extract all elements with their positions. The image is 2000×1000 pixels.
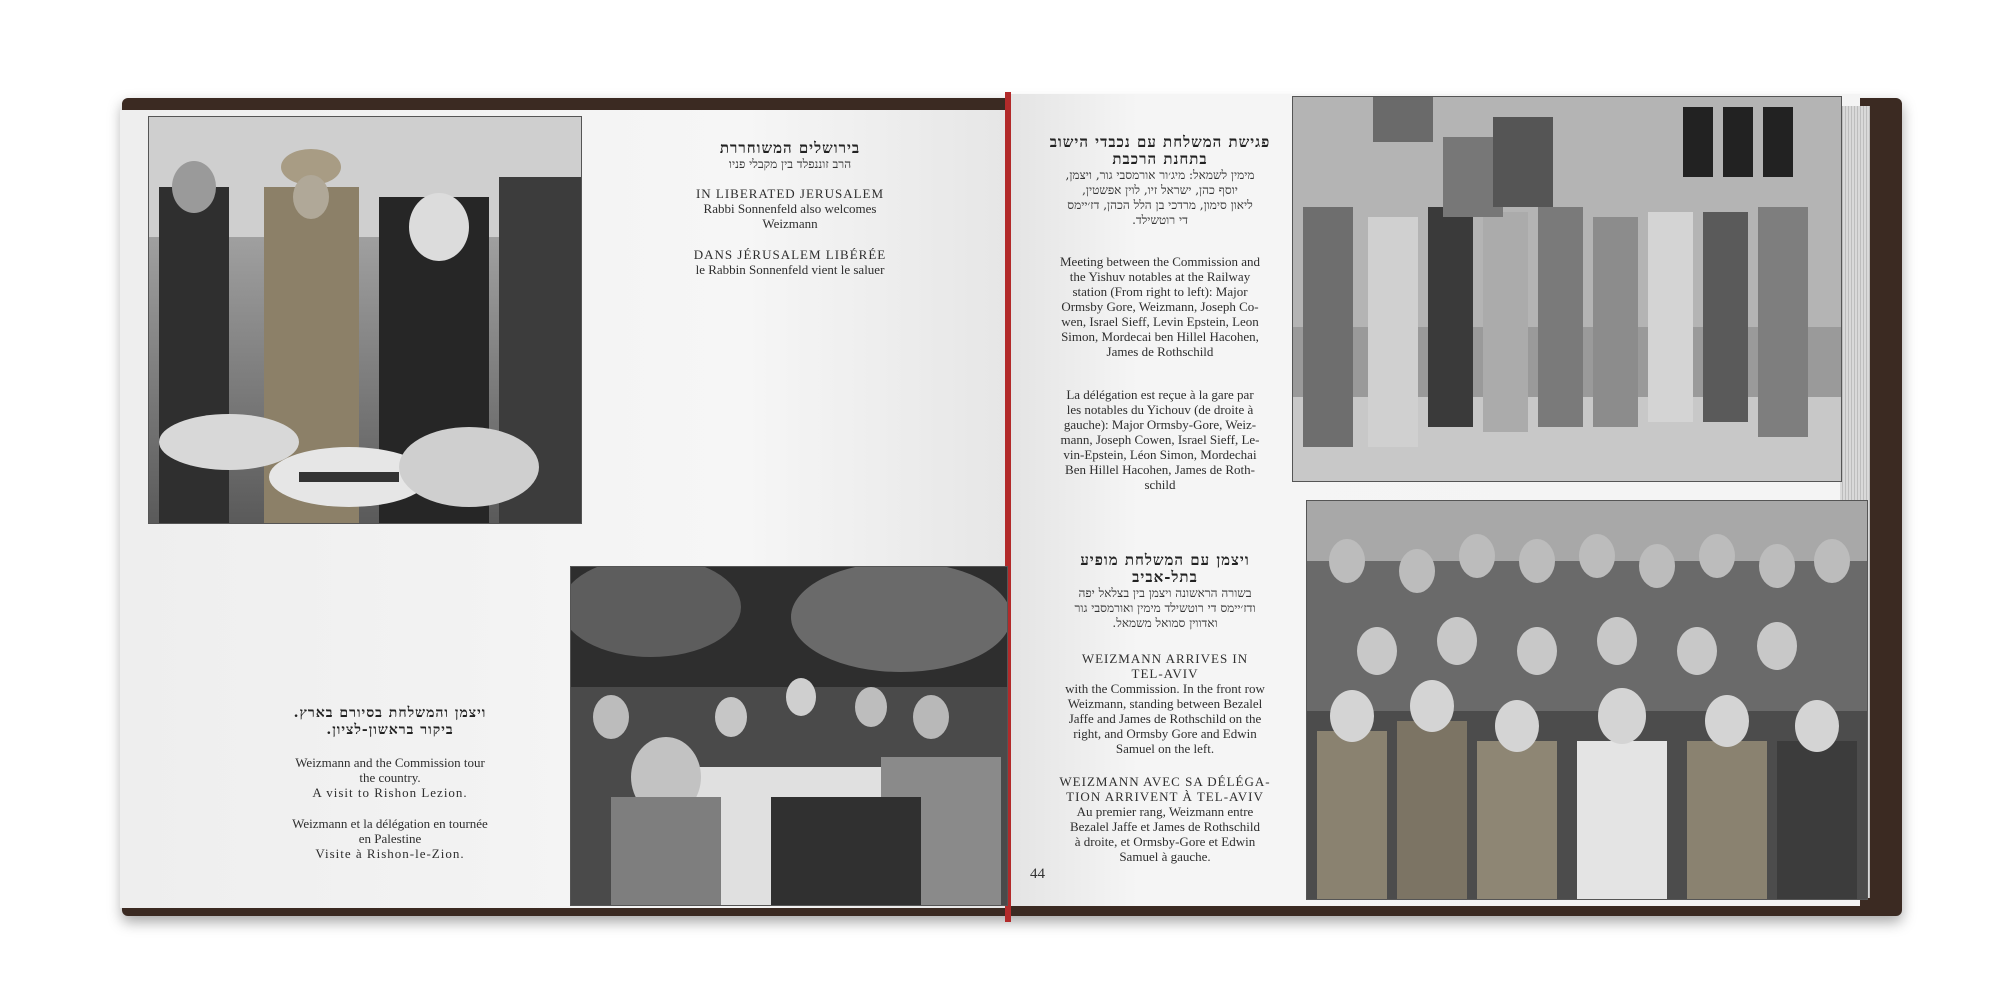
caption-english-line: Weizmann: [762, 216, 818, 231]
caption-english-line: with the Commission. In the front row: [1065, 681, 1265, 696]
caption-hebrew-line: ביקור בראשון-לציון.: [326, 722, 454, 738]
caption-french-line: les notables du Yichouv (de droite à: [1066, 402, 1254, 417]
caption-english-line: James de Rothschild: [1106, 344, 1214, 359]
caption-english-line: Ormsby Gore, Weizmann, Joseph Co-: [1061, 299, 1259, 314]
photo-jerusalem-welcome: [148, 116, 582, 524]
caption-french-line: schild: [1144, 477, 1176, 492]
page-number: 44: [1030, 866, 1045, 882]
caption-french-line: Ben Hillel Hacohen, James de Roth-: [1065, 462, 1255, 477]
caption-english-line: station (From right to left): Major: [1072, 284, 1248, 299]
caption-french-title: TION ARRIVENT À TEL-AVIV: [1066, 789, 1264, 804]
caption-hebrew-line: בשורה הראשונה ויצמן בין בצלאל יפה: [1078, 586, 1252, 600]
caption-hebrew-line: מימין לשמאל: מיג׳ור אורמסבי גור, ויצמן,: [1065, 168, 1255, 182]
caption-english-line: Jaffe and James de Rothschild on the: [1068, 711, 1262, 726]
caption-english-line: Simon, Mordecai ben Hillel Hacohen,: [1061, 329, 1259, 344]
caption-french-line: Weizmann et la délégation en tournée: [292, 816, 488, 831]
caption-french-line: en Palestine: [358, 831, 422, 846]
photo-railway-station: [1292, 96, 1842, 482]
caption-french-line: le Rabbin Sonnenfeld vient le saluer: [695, 262, 885, 277]
caption-french-line: Samuel à gauche.: [1119, 849, 1211, 864]
caption-french-line: Au premier rang, Weizmann entre: [1076, 804, 1254, 819]
caption-tel-aviv: [1040, 552, 1290, 864]
caption-hebrew-line: ודז׳יימס די רוטשילד מימין ואורמסבי גור: [1074, 601, 1256, 615]
caption-english-line: wen, Israel Sieff, Levin Epstein, Leon: [1061, 314, 1259, 329]
caption-hebrew-line: ליאון סימון, מרדכי בן הלל הכהן, דז׳יימס: [1067, 198, 1253, 212]
caption-english-line: Rabbi Sonnenfeld also welcomes: [703, 201, 877, 216]
caption-english-title: WEIZMANN ARRIVES IN: [1081, 651, 1249, 666]
caption-english-line: right, and Ormsby Gore and Edwin: [1073, 726, 1257, 741]
photo-rishon-lezion: [570, 566, 1008, 906]
caption-hebrew-line: יוסף כהן, ישראל זיו, לוין אפשטין,: [1082, 183, 1238, 197]
caption-hebrew-title: בתל-אביב: [1132, 568, 1198, 586]
caption-hebrew-subtitle: הרב זוננפלד בין מקבלי פניו: [728, 157, 852, 171]
caption-hebrew-title: בתחנת הרכבת: [1112, 150, 1208, 168]
caption-hebrew-line: ואדווין סמואל משמאל.: [1112, 616, 1218, 630]
caption-english-line: Weizmann, standing between Bezalel: [1067, 696, 1263, 711]
caption-english-line: A visit to Rishon Lezion.: [312, 785, 468, 800]
caption-french-line: gauche): Major Ormsby-Gore, Weiz-: [1063, 417, 1257, 432]
caption-french-title: DANS JÉRUSALEM LIBÉRÉE: [693, 247, 887, 262]
caption-hebrew-title: פגישת המשלחת עם נכבדי הישוב: [1049, 133, 1271, 151]
caption-french-line: vin-Epstein, Léon Simon, Mordechai: [1063, 447, 1257, 462]
caption-rishon-lezion: [240, 705, 540, 861]
caption-french-line: mann, Joseph Cowen, Israel Sieff, Le-: [1060, 432, 1260, 447]
caption-english-line: Samuel on the left.: [1115, 741, 1215, 756]
caption-hebrew-title: ויצמן עם המשלחת מופיע: [1080, 551, 1250, 569]
caption-hebrew-title: בירושלים המשוחררת: [719, 139, 861, 157]
caption-jerusalem: [640, 140, 940, 277]
caption-hebrew-line: ויצמן והמשלחת בסיורם בארץ.: [293, 705, 487, 721]
caption-french-line: Visite à Rishon-le-Zion.: [315, 846, 465, 861]
caption-english-title: TEL-AVIV: [1131, 666, 1199, 681]
caption-english-title: IN LIBERATED JERUSALEM: [695, 186, 885, 201]
caption-english-line: the Yishuv notables at the Railway: [1069, 269, 1251, 284]
caption-english-line: Weizmann and the Commission tour: [295, 755, 485, 770]
caption-english-line: the country.: [359, 770, 421, 785]
caption-hebrew-line: די רוטשילד.: [1132, 213, 1188, 227]
caption-railway-station: [1040, 134, 1280, 492]
caption-english-line: Meeting between the Commission and: [1059, 254, 1261, 269]
caption-french-line: La délégation est reçue à la gare par: [1066, 387, 1254, 402]
caption-french-line: à droite, et Ormsby-Gore et Edwin: [1074, 834, 1256, 849]
photo-tel-aviv-group: [1306, 500, 1868, 900]
caption-french-title: WEIZMANN AVEC SA DÉLÉGA-: [1059, 774, 1271, 789]
caption-french-line: Bezalel Jaffe et James de Rothschild: [1069, 819, 1260, 834]
